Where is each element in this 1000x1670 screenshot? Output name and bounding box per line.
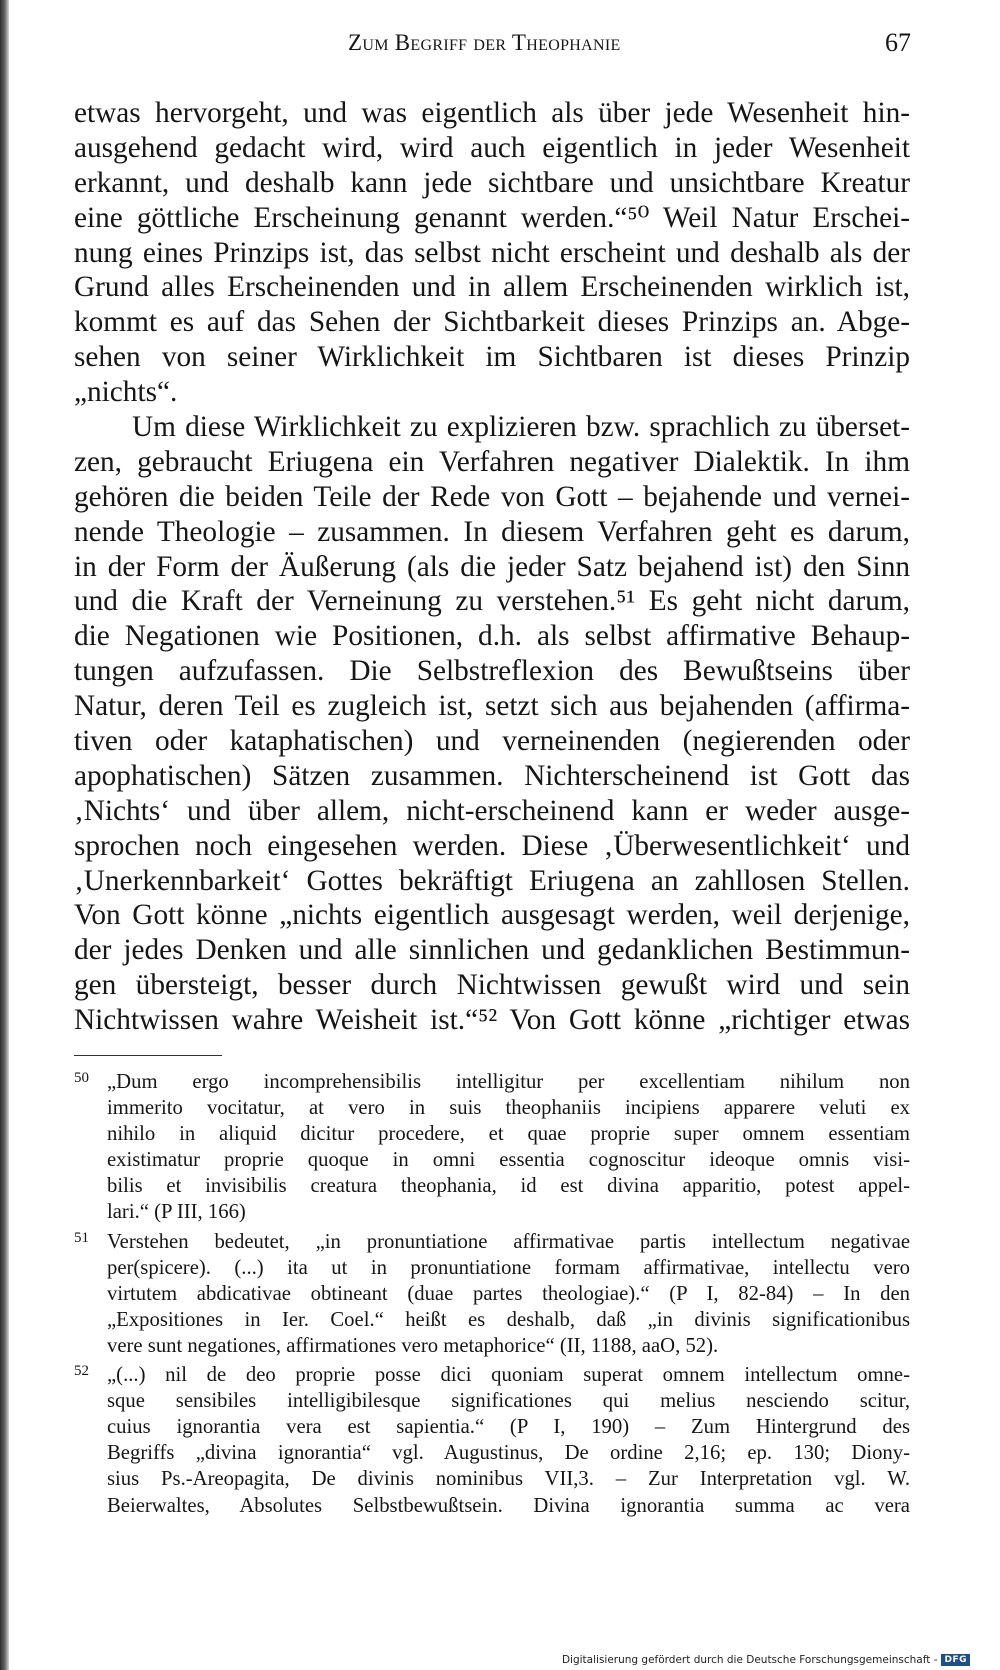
- dfg-logo: DFG: [941, 1654, 970, 1666]
- body-line: gen übersteigt, besser durch Nichtwissen gewußt wird und sein: [74, 969, 910, 1002]
- body-line: erkannt, und deshalb kann jede sichtbare und unsichtbare Kreatur: [74, 166, 910, 199]
- footnote-line: existimatur proprie quoque in omni essentia cognoscitur ideoque omnis visi-: [107, 1149, 910, 1172]
- digitization-credit: [562, 1654, 970, 1666]
- body-line: tungen aufzufassen. Die Selbstreflexion des Bewußtseins über: [74, 655, 910, 688]
- body-line: zen, gebraucht Eriugena ein Verfahren negativer Dialektik. In ihm: [74, 445, 910, 478]
- footnote-number: 52: [74, 1363, 89, 1380]
- footnote-51: [74, 1229, 910, 1359]
- body-line: der jedes Denken und alle sinnlichen und gedanklichen Bestimmun-: [74, 934, 910, 967]
- footnote-line: Begriffs „divina ignorantia“ vgl. Augustinus, De ordine 2,16; ep. 130; Diony-: [107, 1442, 910, 1465]
- footnote-line: „(...) nil de deo proprie posse dici quoniam superat omnem intellectum omne-: [107, 1364, 910, 1387]
- body-line: sehen von seiner Wirklichkeit im Sichtbaren ist dieses Prinzip: [74, 341, 910, 374]
- body-line: Nichtwissen wahre Weisheit ist.“⁵² Von Gott könne „richtiger etwas: [74, 1004, 910, 1037]
- footnote-line: „Dum ergo incomprehensibilis intelligitur per excellentiam nihilum non: [107, 1071, 910, 1093]
- footnote-50: [74, 1069, 910, 1226]
- footnote-number: 50: [74, 1070, 89, 1086]
- body-line: tiven oder kataphatischen) und verneinenden (negierenden oder: [74, 725, 910, 758]
- body-line: Um diese Wirklichkeit zu explizieren bzw. sprachlich zu überset-: [132, 411, 910, 444]
- footnote-line: Verstehen bedeutet, „in pronuntiatione affirmativae partis intellectum negativae: [107, 1230, 910, 1253]
- footnote-line: „Expositiones in Ier. Coel.“ heißt es deshalb, daß „in divinis significationibus: [107, 1308, 910, 1331]
- body-line: nung eines Prinzips ist, das selbst nicht erscheint und deshalb als der: [74, 236, 910, 269]
- body-line: in der Form der Äußerung (als die jeder Satz bejahend ist) den Sinn: [74, 550, 910, 583]
- body-text: [74, 96, 910, 1038]
- body-line: etwas hervorgeht, und was eigentlich als über jede Wesenheit hin-: [74, 97, 910, 129]
- body-line: apophatischen) Sätzen zusammen. Nichterscheinend ist Gott das: [74, 759, 910, 792]
- footnote-line: immerito vocitatur, at vero in suis theophaniis incipiens apparere veluti ex: [107, 1097, 910, 1120]
- footnote-line: vere sunt negationes, affirmationes vero metaphorice“ (II, 1188, aaO, 52).: [107, 1334, 719, 1357]
- body-line: Von Gott könne „nichts eigentlich ausgesagt werden, weil derjenige,: [74, 899, 910, 932]
- footnote-line: Beierwaltes, Absolutes Selbstbewußtsein. Divina ignorantia summa ac vera: [107, 1494, 910, 1517]
- footnote-line: cuius ignorantia vera est sapientia.“ (P I, 190) – Zum Hintergrund des: [107, 1416, 910, 1439]
- footnote-line: lari.“ (P III, 166): [107, 1201, 246, 1224]
- footnote-line: sius Ps.-Areopagita, De divinis nominibus VII,3. – Zur Interpretation vgl. W.: [107, 1468, 910, 1491]
- body-line: gehören die beiden Teile der Rede von Gott – bejahende und vernei-: [74, 480, 910, 513]
- body-line: eine göttliche Erscheinung genannt werden.“⁵⁰ Weil Natur Erschei-: [74, 201, 910, 234]
- footnote-line: bilis et invisibilis creatura theophania, id est divina apparitio, potest appel-: [107, 1175, 910, 1198]
- body-line: die Negationen wie Positionen, d.h. als selbst affirmative Behaup-: [74, 620, 910, 653]
- body-line: Natur, deren Teil es zugleich ist, setzt sich aus bejahenden (affirma-: [74, 690, 910, 723]
- body-line: ‚Unerkennbarkeit‘ Gottes bekräftigt Eriugena an zahllosen Stellen.: [74, 864, 910, 897]
- running-head: Zum Begriff der Theophanie: [348, 30, 621, 55]
- body-line: ausgehend gedacht wird, wird auch eigentlich in jeder Wesenheit: [74, 131, 910, 164]
- body-line: ‚Nichts‘ und über allem, nicht-erscheinend kann er weder ausge-: [74, 794, 910, 827]
- page-edge-shadow: [0, 0, 9, 1670]
- footnotes: [74, 1069, 910, 1522]
- footnote-number: 51: [74, 1229, 89, 1246]
- body-line: Grund alles Erscheinenden und in allem Erscheinenden wirklich ist,: [74, 271, 910, 304]
- footnote-52: [74, 1362, 910, 1519]
- footnote-line: virtutem abdicativae obtineant (duae partes theologiae).“ (P I, 82-84) – In den: [107, 1282, 910, 1305]
- body-line: kommt es auf das Sehen der Sichtbarkeit dieses Prinzips an. Abge-: [74, 306, 910, 339]
- page-number: 67: [885, 28, 911, 57]
- footnote-line: sque sensibiles intelligibilesque significationes qui melius nesciendo scitur,: [107, 1390, 910, 1413]
- body-line: nende Theologie – zusammen. In diesem Verfahren geht es darum,: [74, 515, 910, 548]
- body-line: sprochen noch eingesehen werden. Diese ‚Überwesentlichkeit‘ und: [74, 829, 910, 862]
- footnote-line: per(spicere). (...) ita ut in pronuntiatione formam affirmativae, intellectu vero: [107, 1256, 910, 1279]
- footnote-separator: [74, 1055, 222, 1056]
- body-line: und die Kraft der Verneinung zu verstehen.⁵¹ Es geht nicht darum,: [74, 585, 910, 618]
- credit-text: Digitalisierung gefördert durch die Deutsche Forschungsgemeinschaft -: [561, 1654, 938, 1666]
- footnote-line: nihilo in aliquid dicitur procedere, et quae proprie super omnem essentiam: [107, 1123, 910, 1146]
- body-line: „nichts“.: [74, 376, 178, 409]
